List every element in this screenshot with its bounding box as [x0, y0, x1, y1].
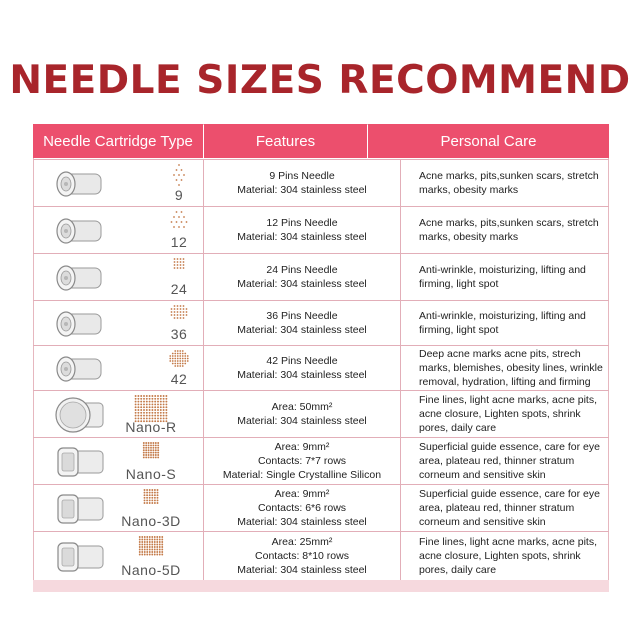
- personal-care-cell: [401, 207, 609, 253]
- features-cell: [203, 485, 401, 531]
- feature-line: Area: 50mm²: [271, 401, 333, 413]
- cartridge-size-label: 42: [170, 371, 188, 387]
- cartridge-image-cell: [33, 346, 203, 390]
- needle-pattern-icon: [166, 163, 192, 189]
- feature-line: Material: 304 stainless steel: [237, 278, 367, 290]
- feature-line: Area: 25mm²: [271, 536, 333, 548]
- table-row: [33, 206, 609, 253]
- cartridge-icon: [55, 395, 107, 435]
- cartridge-image-cell: [33, 254, 203, 300]
- feature-line: Material: 304 stainless steel: [237, 564, 367, 576]
- needle-pattern-icon: [163, 349, 195, 371]
- personal-care-cell: [401, 160, 609, 206]
- personal-care-text: Anti-wrinkle, moisturizing, lifting and firming, light spot: [419, 310, 586, 336]
- feature-line: 24 Pins Needle: [266, 264, 338, 276]
- personal-care-cell: [401, 254, 609, 300]
- cartridge-size-label: Nano-5D: [121, 562, 181, 578]
- cartridge-icon: [55, 489, 107, 529]
- table-row: [33, 484, 609, 531]
- personal-care-text: Superficial guide essence, care for eye area, plateau red, thinner stratum corneum and sensitive skin: [419, 488, 600, 528]
- cartridge-size-label: 12: [170, 234, 188, 250]
- needle-pattern-icon: [139, 441, 163, 459]
- cartridge-icon: [55, 211, 107, 251]
- personal-care-cell: [401, 346, 609, 390]
- cartridge-image-cell: [33, 438, 203, 484]
- table-row: [33, 345, 609, 390]
- feature-line: Material: 304 stainless steel: [237, 516, 367, 528]
- feature-line: Contacts: 8*10 rows: [255, 550, 349, 562]
- header-personal-care: Personal Care: [368, 124, 609, 158]
- feature-line: Contacts: 6*6 rows: [257, 502, 347, 514]
- cartridge-image-cell: [33, 391, 203, 437]
- table-row: [33, 300, 609, 345]
- personal-care-text: Anti-wrinkle, moisturizing, lifting and firming, light spot: [419, 264, 586, 290]
- table-row: [33, 390, 609, 437]
- needle-pattern-icon: [165, 304, 193, 324]
- feature-line: Material: 304 stainless steel: [237, 184, 367, 196]
- feature-line: Material: 304 stainless steel: [237, 415, 367, 427]
- needle-pattern-icon: [167, 257, 191, 275]
- needle-pattern-icon: [135, 535, 167, 559]
- cartridge-image-cell: [33, 207, 203, 253]
- page-title: NEEDLE SIZES RECOMMEND: [9, 58, 631, 103]
- personal-care-text: Superficial guide essence, care for eye area, plateau red, thinner stratum corneum and sensitive skin: [419, 441, 600, 481]
- features-cell: [203, 301, 401, 345]
- cartridge-size-label: Nano-3D: [121, 513, 181, 529]
- table-row: [33, 253, 609, 300]
- feature-line: 42 Pins Needle: [266, 355, 338, 367]
- feature-line: Material: Single Crystalline Silicon: [222, 469, 382, 481]
- personal-care-text: Fine lines, light acne marks, acne pits, acne closure, Lighten spots, shrink pores, daily care: [419, 536, 597, 576]
- cartridge-image-cell: [33, 301, 203, 345]
- personal-care-text: Deep acne marks acne pits, strech marks, blemishes, obesity lines, wrinkle removal, hydration, lifting and firming: [419, 348, 603, 388]
- cartridge-icon: [55, 349, 107, 389]
- features-cell: [203, 207, 401, 253]
- table-row: [33, 159, 609, 206]
- personal-care-cell: [401, 485, 609, 531]
- header-features: Features: [204, 124, 367, 158]
- feature-line: 12 Pins Needle: [266, 217, 338, 229]
- header-cartridge-type: Needle Cartridge Type: [33, 124, 203, 158]
- feature-line: Contacts: 7*7 rows: [257, 455, 347, 467]
- cartridge-size-label: 36: [170, 326, 188, 342]
- feature-line: Material: 304 stainless steel: [237, 324, 367, 336]
- table-footer-bar: [33, 580, 609, 592]
- personal-care-text: Fine lines, light acne marks, acne pits, acne closure, Lighten spots, shrink pores, daily care: [419, 394, 597, 434]
- features-cell: [203, 160, 401, 206]
- features-cell: [203, 346, 401, 390]
- cartridge-icon: [55, 304, 107, 344]
- cartridge-image-cell: [33, 160, 203, 206]
- feature-line: Area: 9mm²: [274, 441, 330, 453]
- cartridge-icon: [55, 442, 107, 482]
- feature-line: Area: 9mm²: [274, 488, 330, 500]
- cartridge-size-label: 9: [174, 187, 184, 203]
- cartridge-icon: [55, 537, 107, 577]
- cartridge-icon: [55, 164, 107, 204]
- table-row: [33, 531, 609, 580]
- personal-care-cell: [401, 301, 609, 345]
- cartridge-image-cell: [33, 532, 203, 580]
- cartridge-image-cell: [33, 485, 203, 531]
- feature-line: Material: 304 stainless steel: [237, 369, 367, 381]
- feature-line: 9 Pins Needle: [269, 170, 335, 182]
- needle-pattern-icon: [166, 210, 192, 232]
- features-cell: [203, 532, 401, 580]
- personal-care-cell: [401, 532, 609, 580]
- feature-line: 36 Pins Needle: [266, 310, 338, 322]
- cartridge-size-label: 24: [170, 281, 188, 297]
- personal-care-cell: [401, 438, 609, 484]
- cartridge-icon: [55, 258, 107, 298]
- personal-care-cell: [401, 391, 609, 437]
- feature-line: Material: 304 stainless steel: [237, 231, 367, 243]
- features-cell: [203, 438, 401, 484]
- personal-care-text: Acne marks, pits,sunken scars, stretch marks, obesity marks: [419, 170, 599, 196]
- features-cell: [203, 391, 401, 437]
- needle-pattern-icon: [140, 488, 162, 506]
- cartridge-size-label: Nano-R: [125, 419, 177, 435]
- personal-care-text: Acne marks, pits,sunken scars, stretch marks, obesity marks: [419, 217, 599, 243]
- features-cell: [203, 254, 401, 300]
- table-row: [33, 437, 609, 484]
- cartridge-size-label: Nano-S: [125, 466, 177, 482]
